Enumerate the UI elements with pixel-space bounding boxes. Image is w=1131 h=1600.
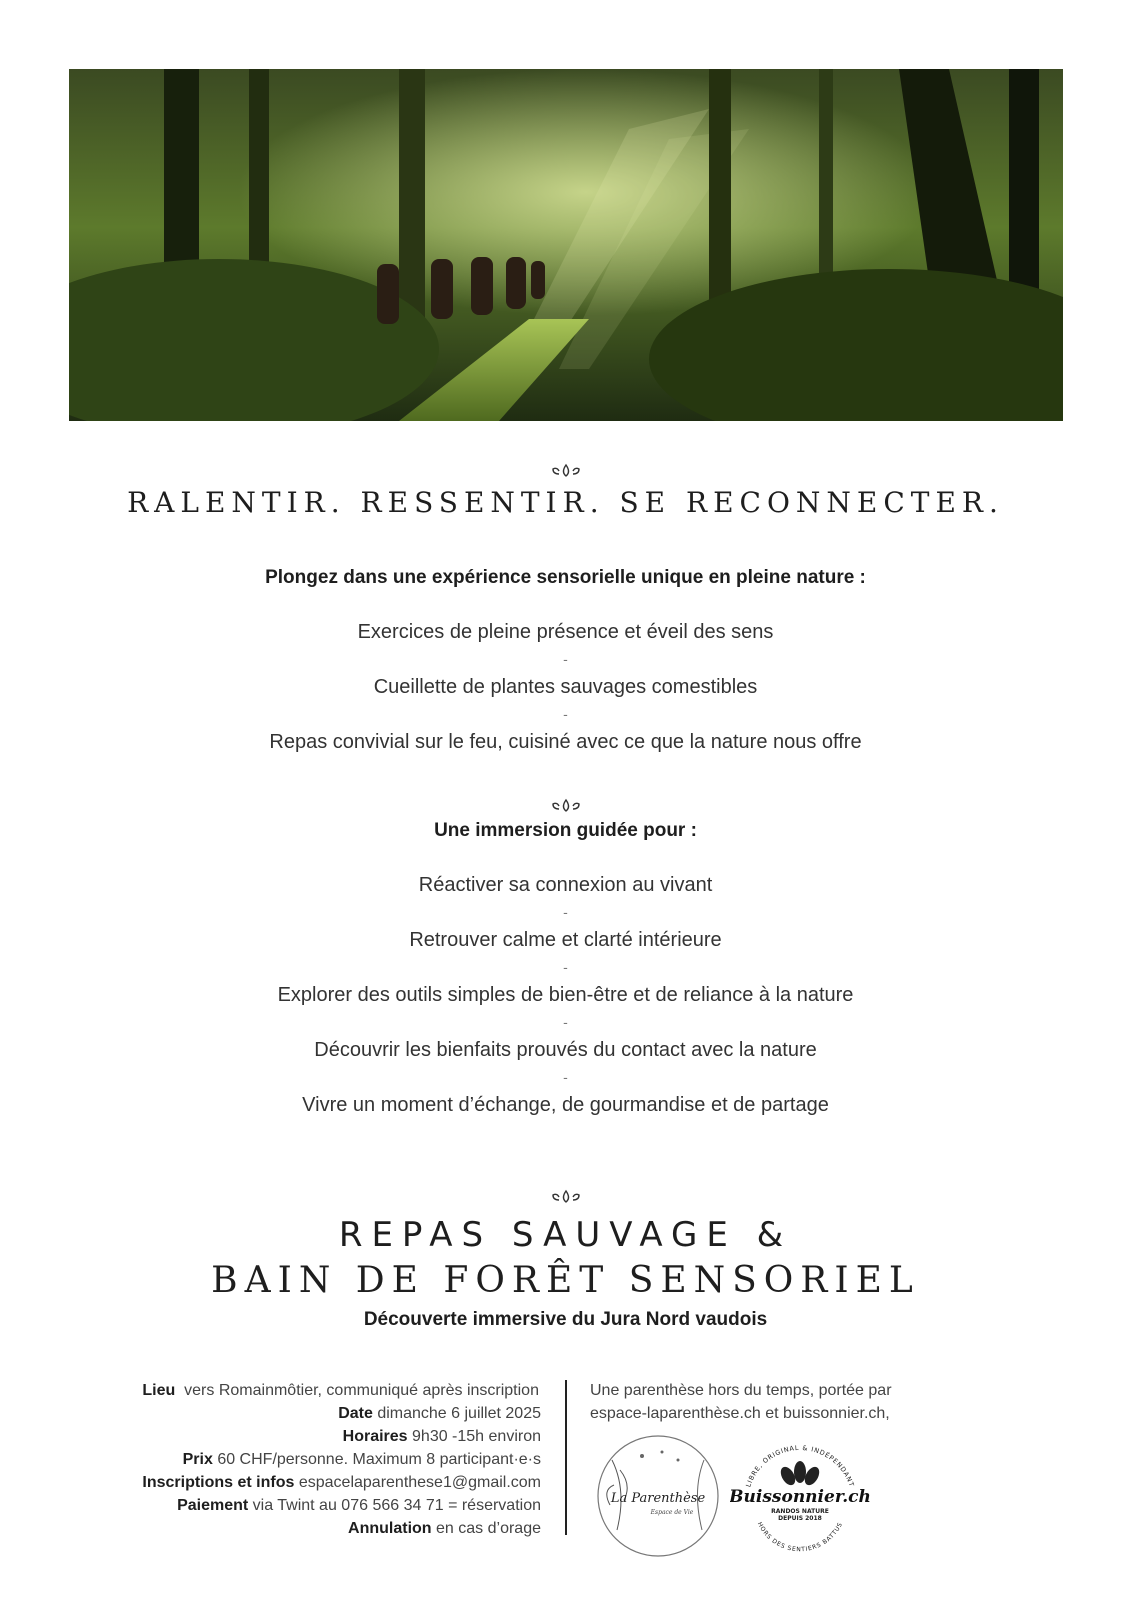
- info-value: dimanche 6 juillet 2025: [377, 1405, 541, 1422]
- logo-text: La Parenthèse: [610, 1491, 706, 1506]
- separator-dash: -: [563, 904, 568, 920]
- info-paiement: [142, 1494, 541, 1517]
- separator-dash: -: [563, 651, 568, 667]
- info-label: Inscriptions et infos: [142, 1474, 295, 1491]
- info-prix: [142, 1448, 541, 1471]
- forest-hikers-photo: [69, 69, 1063, 421]
- info-annulation: [142, 1517, 541, 1540]
- logo-subtext: RANDOS NATURE: [771, 1508, 829, 1515]
- vertical-divider: [565, 1380, 567, 1535]
- section1-item: Repas convivial sur le feu, cuisiné avec ce que la nature nous offre: [269, 731, 862, 753]
- info-label: Annulation: [348, 1520, 432, 1537]
- info-label: Lieu: [142, 1382, 176, 1399]
- section2-item: Réactiver sa connexion au vivant: [418, 874, 713, 896]
- flourish-icon: [549, 462, 583, 478]
- section2-item: Retrouver calme et clarté intérieure: [409, 929, 722, 951]
- info-label: Paiement: [177, 1497, 249, 1514]
- logo-arc-text: HORS DES SENTIERS BATTUS: [755, 1521, 845, 1554]
- logo-arc-text: LIBRE, ORIGINAL & INDÉPENDANT: [744, 1443, 856, 1489]
- separator-dash: -: [563, 1014, 568, 1030]
- info-value: en cas d’orage: [436, 1520, 541, 1537]
- hero-forest-image: [69, 69, 1063, 421]
- info-value: 9h30 -15h environ: [412, 1428, 541, 1445]
- event-title-line1: REPAS SAUVAGE &: [338, 1215, 793, 1255]
- flourish-icon: [549, 1188, 583, 1204]
- info-label: Date: [338, 1405, 373, 1422]
- ornament-flourish: [0, 1188, 1131, 1209]
- ornament-flourish: [0, 797, 1131, 818]
- info-label: Horaires: [342, 1428, 408, 1445]
- partner-line: Une parenthèse hors du temps, portée par: [590, 1382, 892, 1399]
- partner-text: [590, 1379, 892, 1425]
- logo-la-parenthese: [592, 1430, 724, 1567]
- separator-dash: -: [563, 706, 568, 722]
- section2-item: Vivre un moment d’échange, de gourmandise et de partage: [302, 1094, 829, 1116]
- info-horaires: [142, 1425, 541, 1448]
- logo-subtext: Espace de Vie: [650, 1509, 694, 1516]
- section1-item: Exercices de pleine présence et éveil des sens: [357, 621, 774, 643]
- la-parenthese-logo-icon: [592, 1430, 724, 1562]
- event-title-line2: BAIN DE FORÊT SENSORIEL: [211, 1260, 920, 1301]
- section1-intro: Plongez dans une expérience sensorielle unique en pleine nature :: [265, 567, 866, 588]
- info-lieu: [142, 1379, 541, 1402]
- logo-subtext: DEPUIS 2018: [778, 1515, 822, 1522]
- logo-buissonnier: [730, 1440, 870, 1569]
- section2-item: Découvrir les bienfaits prouvés du contact avec la nature: [314, 1039, 817, 1061]
- buissonnier-logo-icon: [730, 1440, 870, 1564]
- section1-item: Cueillette de plantes sauvages comestibles: [373, 676, 758, 698]
- event-info: [142, 1379, 541, 1540]
- info-email[interactable]: espacelaparenthese1@gmail.com: [298, 1474, 541, 1491]
- ornament-flourish: [0, 462, 1131, 483]
- section2-intro: Une immersion guidée pour :: [434, 820, 697, 841]
- info-label: Prix: [182, 1451, 213, 1468]
- info-inscriptions: [142, 1471, 541, 1494]
- section2-item: Explorer des outils simples de bien-être et de reliance à la nature: [277, 984, 854, 1006]
- info-value: via Twint au 076 566 34 71 = réservation: [252, 1497, 541, 1514]
- logo-text: Buissonnier.ch: [730, 1487, 870, 1507]
- separator-dash: -: [563, 959, 568, 975]
- flourish-icon: [549, 797, 583, 813]
- event-subtitle: Découverte immersive du Jura Nord vaudois: [363, 1309, 768, 1330]
- info-value: vers Romainmôtier, communiqué après inscription: [184, 1382, 539, 1399]
- svg-text:HORS DES SENTIERS BATTUS: [756, 1521, 844, 1553]
- tagline: RALENTIR. RESSENTIR. SE RECONNECTER.: [127, 486, 1004, 519]
- separator-dash: -: [563, 1069, 568, 1085]
- info-value: 60 CHF/personne. Maximum 8 participant·e·s: [217, 1451, 541, 1468]
- info-date: [142, 1402, 541, 1425]
- partner-line[interactable]: espace-laparenthèse.ch et buissonnier.ch,: [590, 1405, 890, 1422]
